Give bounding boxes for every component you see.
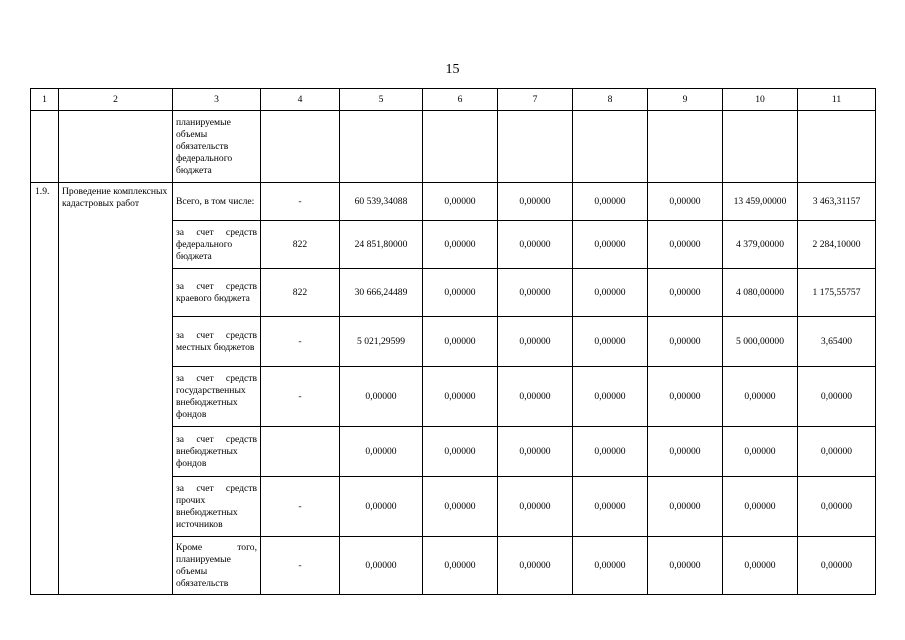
column-header: 7 xyxy=(498,89,573,111)
value-cell: 0,00000 xyxy=(498,183,573,221)
value-cell: 0,00000 xyxy=(498,367,573,427)
value-cell: 0,00000 xyxy=(723,367,798,427)
column-header: 4 xyxy=(261,89,340,111)
value-cell: 0,00000 xyxy=(798,367,876,427)
value-cell: 0,00000 xyxy=(723,537,798,595)
value-cell xyxy=(573,111,648,183)
code-cell: 822 xyxy=(261,269,340,317)
value-cell xyxy=(723,111,798,183)
code-cell: - xyxy=(261,183,340,221)
value-cell: 0,00000 xyxy=(340,367,423,427)
value-cell: 0,00000 xyxy=(648,477,723,537)
value-cell: 2 284,10000 xyxy=(798,221,876,269)
value-cell: 0,00000 xyxy=(798,427,876,477)
code-cell: - xyxy=(261,477,340,537)
value-cell: 3,65400 xyxy=(798,317,876,367)
value-cell: 0,00000 xyxy=(423,537,498,595)
value-cell: 0,00000 xyxy=(648,317,723,367)
column-number-header-row xyxy=(31,89,876,111)
value-cell: 0,00000 xyxy=(498,537,573,595)
value-cell: 0,00000 xyxy=(798,477,876,537)
value-cell: 0,00000 xyxy=(423,269,498,317)
value-cell: 0,00000 xyxy=(423,367,498,427)
value-cell: 60 539,34088 xyxy=(340,183,423,221)
item-number-cell xyxy=(31,111,59,183)
value-cell: 5 000,00000 xyxy=(723,317,798,367)
column-header: 3 xyxy=(173,89,261,111)
value-cell: 0,00000 xyxy=(423,477,498,537)
item-name-cell xyxy=(59,111,173,183)
value-cell: 0,00000 xyxy=(798,537,876,595)
code-cell xyxy=(261,111,340,183)
row-description: за счет средств краевого бюджета xyxy=(173,269,261,317)
column-header: 9 xyxy=(648,89,723,111)
item-number: 1.9. xyxy=(31,183,59,595)
continuation-row xyxy=(31,111,876,183)
value-cell: 0,00000 xyxy=(573,477,648,537)
row-description: Всего, в том числе: xyxy=(173,183,261,221)
value-cell: 0,00000 xyxy=(648,537,723,595)
value-cell: 24 851,80000 xyxy=(340,221,423,269)
value-cell xyxy=(340,111,423,183)
code-cell: - xyxy=(261,317,340,367)
value-cell: 0,00000 xyxy=(423,221,498,269)
value-cell: 0,00000 xyxy=(648,221,723,269)
value-cell: 30 666,24489 xyxy=(340,269,423,317)
item-name: Проведение комплексных кадастровых работ xyxy=(59,183,173,595)
page-number: 15 xyxy=(445,62,460,77)
column-header: 8 xyxy=(573,89,648,111)
value-cell: 0,00000 xyxy=(498,427,573,477)
value-cell: 0,00000 xyxy=(723,477,798,537)
row-description: за счет средств государственных внебюджетных фондов xyxy=(173,367,261,427)
value-cell: 5 021,29599 xyxy=(340,317,423,367)
value-cell: 0,00000 xyxy=(648,183,723,221)
value-cell: 0,00000 xyxy=(340,537,423,595)
value-cell xyxy=(798,111,876,183)
code-cell: - xyxy=(261,367,340,427)
value-cell: 0,00000 xyxy=(573,221,648,269)
value-cell: 0,00000 xyxy=(498,477,573,537)
value-cell: 13 459,00000 xyxy=(723,183,798,221)
value-cell: 0,00000 xyxy=(498,221,573,269)
column-header: 2 xyxy=(59,89,173,111)
value-cell: 0,00000 xyxy=(648,269,723,317)
value-cell: 0,00000 xyxy=(573,427,648,477)
value-cell: 4 080,00000 xyxy=(723,269,798,317)
value-cell: 0,00000 xyxy=(573,269,648,317)
value-cell: 0,00000 xyxy=(340,477,423,537)
row-description: Кроме того, планируемые объемы обязательств xyxy=(173,537,261,595)
value-cell: 3 463,31157 xyxy=(798,183,876,221)
row-description: за счет средств прочих внебюджетных источников xyxy=(173,477,261,537)
value-cell xyxy=(423,111,498,183)
column-header: 11 xyxy=(798,89,876,111)
row-description: за счет средств местных бюджетов xyxy=(173,317,261,367)
code-cell xyxy=(261,427,340,477)
value-cell xyxy=(498,111,573,183)
value-cell: 0,00000 xyxy=(573,317,648,367)
code-cell: - xyxy=(261,537,340,595)
value-cell: 0,00000 xyxy=(648,367,723,427)
value-cell: 0,00000 xyxy=(573,183,648,221)
value-cell: 0,00000 xyxy=(423,427,498,477)
column-header: 6 xyxy=(423,89,498,111)
data-row xyxy=(31,183,876,221)
column-header: 5 xyxy=(340,89,423,111)
value-cell: 0,00000 xyxy=(498,317,573,367)
value-cell: 1 175,55757 xyxy=(798,269,876,317)
value-cell: 0,00000 xyxy=(340,427,423,477)
value-cell: 0,00000 xyxy=(423,317,498,367)
value-cell: 0,00000 xyxy=(723,427,798,477)
column-header: 1 xyxy=(31,89,59,111)
row-description: планируемые объемы обязательств федерального бюджета xyxy=(173,111,261,183)
value-cell xyxy=(648,111,723,183)
value-cell: 0,00000 xyxy=(573,367,648,427)
value-cell: 0,00000 xyxy=(498,269,573,317)
value-cell: 0,00000 xyxy=(648,427,723,477)
value-cell: 0,00000 xyxy=(573,537,648,595)
code-cell: 822 xyxy=(261,221,340,269)
budget-table xyxy=(30,88,876,595)
row-description: за счет средств внебюджетных фондов xyxy=(173,427,261,477)
value-cell: 4 379,00000 xyxy=(723,221,798,269)
row-description: за счет средств федерального бюджета xyxy=(173,221,261,269)
column-header: 10 xyxy=(723,89,798,111)
value-cell: 0,00000 xyxy=(423,183,498,221)
